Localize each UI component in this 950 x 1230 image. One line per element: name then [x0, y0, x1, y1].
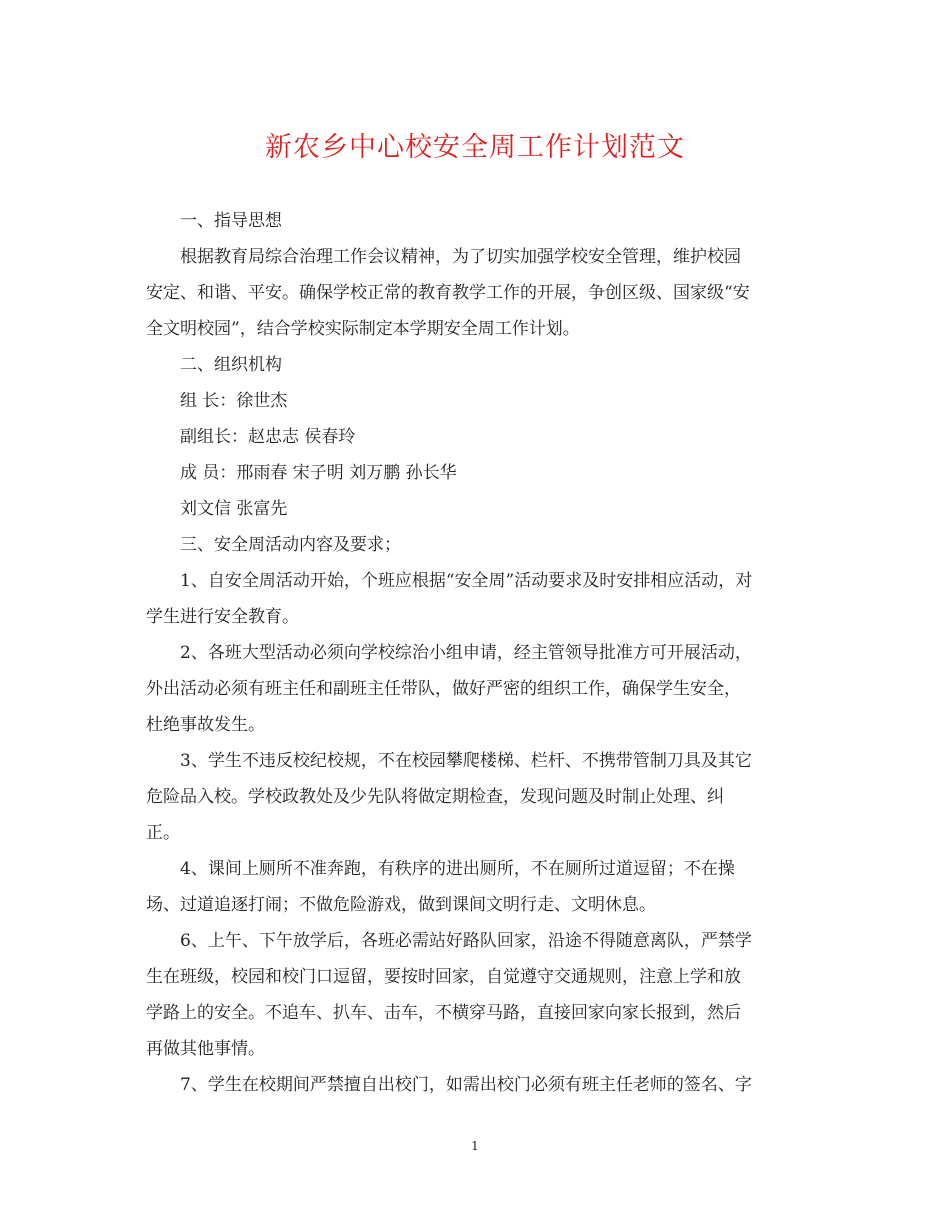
members-line: 成 员：邢雨春 宋子明 刘万鹏 孙长华 — [180, 463, 457, 483]
paragraph-line: 1、自安全周活动开始，个班应根据“安全周”活动要求及时安排相应活动，对 — [180, 571, 753, 591]
paragraph-line: 2、各班大型活动必须向学校综治小组申请，经主管领导批准方可开展活动， — [180, 643, 752, 663]
page-number: 1 — [471, 1139, 479, 1153]
paragraph-line: 再做其他事情。 — [146, 1039, 265, 1059]
paragraph-line: 6、上午、下午放学后，各班必需站好路队回家，沿途不得随意离队，严禁学 — [180, 931, 752, 951]
paragraph-line: 全文明校园”，结合学校实际制定本学期安全周工作计划。 — [146, 319, 580, 339]
leader-line: 组 长：徐世杰 — [180, 391, 288, 411]
paragraph-line: 外出活动必须有班主任和副班主任带队，做好严密的组织工作，确保学生安全， — [146, 679, 741, 699]
section-heading-activities: 三、安全周活动内容及要求； — [180, 535, 401, 555]
deputy-leader-line: 副组长：赵忠志 侯春玲 — [180, 427, 356, 447]
paragraph-line: 7、学生在校期间严禁擅自出校门，如需出校门必须有班主任老师的签名、字 — [180, 1075, 752, 1095]
members-line-continued: 刘文信 张富先 — [180, 499, 288, 519]
paragraph-line: 4、课间上厕所不准奔跑，有秩序的进出厕所，不在厕所过道逗留；不在操 — [180, 859, 735, 879]
section-heading-organization: 二、组织机构 — [180, 355, 282, 375]
paragraph-line: 学生进行安全教育。 — [146, 607, 299, 627]
paragraph-line: 危险品入校。学校政教处及少先队将做定期检查，发现问题及时制止处理、纠 — [146, 787, 724, 807]
paragraph-line: 生在班级，校园和校门口逗留，要按时回家，自觉遵守交通规则，注意上学和放 — [146, 967, 741, 987]
paragraph-line: 杜绝事故发生。 — [146, 715, 265, 735]
paragraph-line: 正。 — [146, 823, 180, 843]
paragraph-line: 学路上的安全。不追车、扒车、击车，不横穿马路，直接回家向家长报到，然后 — [146, 1003, 741, 1023]
paragraph-line: 根据教育局综合治理工作会议精神，为了切实加强学校安全管理，维护校园 — [180, 247, 741, 267]
document-title: 新农乡中心校安全周工作计划范文 — [265, 132, 685, 163]
paragraph-line: 安定、和谐、平安。确保学校正常的教育教学工作的开展，争创区级、国家级“安 — [146, 283, 750, 303]
section-heading-guiding-ideology: 一、指导思想 — [180, 211, 282, 231]
paragraph-line: 场、过道追逐打闹；不做危险游戏，做到课间文明行走、文明休息。 — [146, 895, 656, 915]
document-body — [146, 203, 810, 1103]
paragraph-line: 3、学生不违反校纪校规，不在校园攀爬楼梯、栏杆、不携带管制刀具及其它 — [180, 751, 752, 771]
